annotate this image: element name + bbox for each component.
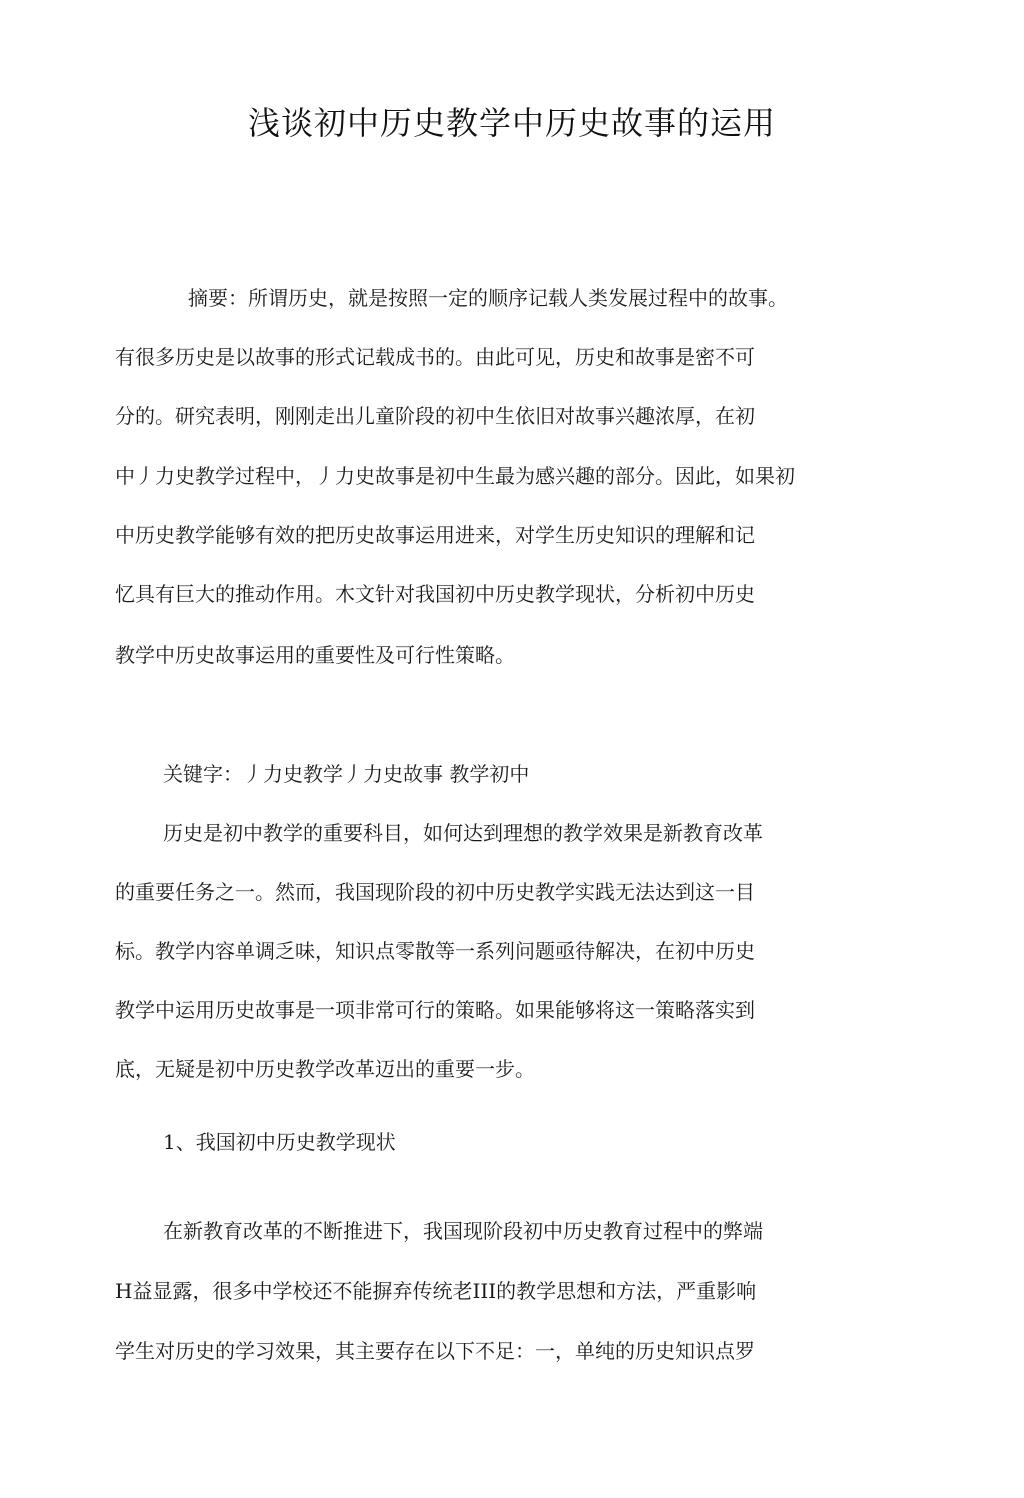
body-line: 标。教学内容单调乏味，知识点零散等一系列问题亟待解决，在初中历史 <box>115 939 755 963</box>
body-line: 的重要任务之一。然而，我国现阶段的初中历史教学实践无法达到这一目 <box>115 880 755 904</box>
abstract-line: 教学中历史故事运用的重要性及可行性策略。 <box>115 643 515 667</box>
abstract-line: 忆具有巨大的推动作用。木文针对我国初中历史教学现状，分析初中历史 <box>115 582 755 606</box>
section-heading: 1、我国初中历史教学现状 <box>163 1130 396 1154</box>
abstract-line: 分的。研究表明，刚刚走出儿童阶段的初中生依旧对故事兴趣浓厚，在初 <box>115 404 755 428</box>
keywords-line: 关键字：丿力史教学丿力史故事 教学初中 <box>163 762 530 786</box>
body-line: H益显露，很多中学校还不能摒弃传统老III的教学思想和方法，严重影响 <box>115 1279 757 1303</box>
body-line: 学生对历史的学习效果，其主要存在以下不足：一，单纯的历史知识点罗 <box>115 1339 755 1363</box>
body-line: 在新教育改革的不断推进下，我国现阶段初中历史教育过程中的弊端 <box>163 1219 763 1243</box>
body-line: 历史是初中教学的重要科目，如何达到理想的教学效果是新教育改革 <box>163 821 763 845</box>
abstract-line: 有很多历史是以故事的形式记载成书的。由此可见，历史和故事是密不可 <box>115 345 755 369</box>
document-title: 浅谈初中历史教学中历史故事的运用 <box>247 104 776 142</box>
abstract-line: 摘要：所谓历史，就是按照一定的顺序记载人类发展过程中的故事。 <box>188 286 788 310</box>
abstract-line: 中丿力史教学过程中，丿力史故事是初中生最为感兴趣的部分。因此，如果初 <box>115 464 795 488</box>
abstract-line: 中历史教学能够有效的把历史故事运用进来，对学生历史知识的理解和记 <box>115 523 755 547</box>
body-line: 底，无疑是初中历史教学改革迈出的重要一步。 <box>115 1057 535 1081</box>
body-line: 教学中运用历史故事是一项非常可行的策略。如果能够将这一策略落实到 <box>115 998 755 1022</box>
